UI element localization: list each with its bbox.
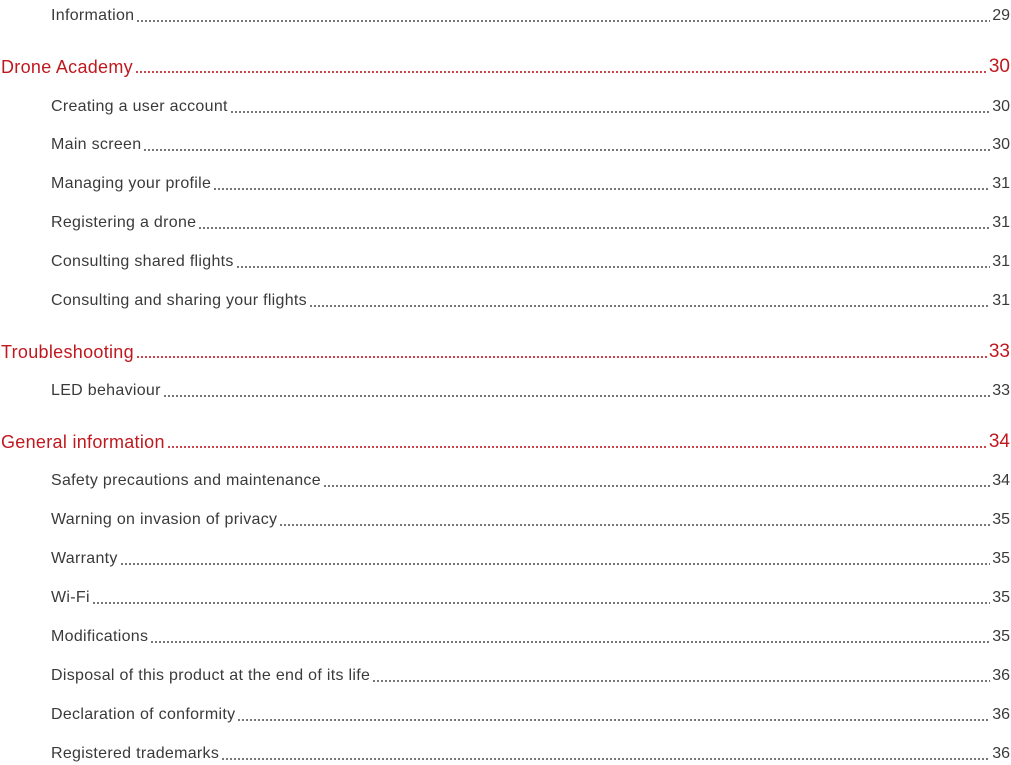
toc-entry-page: 35 bbox=[992, 628, 1010, 645]
toc-entry-label: Main screen bbox=[51, 136, 142, 153]
toc-entry-label: Consulting shared flights bbox=[51, 253, 234, 270]
toc-entry-page: 36 bbox=[992, 706, 1010, 723]
dot-leader bbox=[221, 758, 990, 760]
toc-entry-page: 30 bbox=[992, 98, 1010, 115]
dot-leader bbox=[323, 485, 990, 487]
toc-entry[interactable] bbox=[0, 623, 1011, 647]
toc-entry[interactable] bbox=[0, 377, 1011, 401]
toc-section-label: Drone Academy bbox=[1, 57, 133, 77]
toc-entry-label: LED behaviour bbox=[51, 382, 161, 399]
dot-leader bbox=[163, 395, 990, 397]
dot-leader bbox=[143, 149, 990, 151]
toc-entry-label: Warning on invasion of privacy bbox=[51, 511, 278, 528]
toc-entry-page: 35 bbox=[992, 550, 1010, 567]
toc-entry-page: 33 bbox=[992, 382, 1010, 399]
toc-entry-label: Information bbox=[51, 7, 135, 24]
toc-section-page: 30 bbox=[988, 56, 1010, 77]
toc-entry-page: 36 bbox=[992, 745, 1010, 762]
toc-entry-label: Safety precautions and maintenance bbox=[51, 472, 321, 489]
dot-leader bbox=[150, 641, 990, 643]
toc-section-entry[interactable] bbox=[0, 53, 1011, 77]
toc-entry-label: Wi-Fi bbox=[51, 589, 90, 606]
toc-section-label: Troubleshooting bbox=[1, 342, 134, 362]
toc-entry[interactable] bbox=[0, 662, 1011, 686]
dot-leader bbox=[372, 680, 990, 682]
toc-entry-page: 31 bbox=[992, 253, 1010, 270]
toc-entry-page: 31 bbox=[992, 175, 1010, 192]
dot-leader bbox=[309, 305, 990, 307]
toc-entry-label: Declaration of conformity bbox=[51, 706, 236, 723]
toc-section-page: 33 bbox=[988, 341, 1010, 362]
toc-entry-label: Disposal of this product at the end of its life bbox=[51, 667, 371, 684]
toc-entry-page: 35 bbox=[992, 589, 1010, 606]
toc-entry[interactable] bbox=[0, 2, 1011, 26]
toc-entry[interactable] bbox=[0, 740, 1011, 764]
dot-leader bbox=[279, 524, 990, 526]
toc-entry-page: 31 bbox=[992, 214, 1010, 231]
dot-leader bbox=[136, 20, 990, 22]
toc-section-page: 34 bbox=[988, 431, 1010, 452]
toc-entry-page: 29 bbox=[992, 7, 1010, 24]
toc-entry-label: Creating a user account bbox=[51, 98, 228, 115]
dot-leader bbox=[236, 266, 990, 268]
dot-leader bbox=[230, 111, 990, 113]
toc-entry[interactable] bbox=[0, 287, 1011, 311]
toc-entry-page: 35 bbox=[992, 511, 1010, 528]
toc-entry[interactable] bbox=[0, 170, 1011, 194]
toc-entry-label: Modifications bbox=[51, 628, 149, 645]
toc-section-entry[interactable] bbox=[0, 428, 1011, 452]
toc-entry[interactable] bbox=[0, 131, 1011, 155]
toc-entry-page: 34 bbox=[992, 472, 1010, 489]
toc-entry-label: Consulting and sharing your flights bbox=[51, 292, 307, 309]
dot-leader bbox=[237, 719, 990, 721]
toc-entry-page: 30 bbox=[992, 136, 1010, 153]
toc-entry[interactable] bbox=[0, 248, 1011, 272]
toc-entry[interactable] bbox=[0, 701, 1011, 725]
toc-entry[interactable] bbox=[0, 93, 1011, 117]
dot-leader bbox=[198, 227, 990, 229]
dot-leader bbox=[136, 356, 987, 358]
dot-leader bbox=[120, 563, 990, 565]
toc-entry-page: 36 bbox=[992, 667, 1010, 684]
toc-entry[interactable] bbox=[0, 506, 1011, 530]
toc-entry-label: Registered trademarks bbox=[51, 745, 220, 762]
dot-leader bbox=[135, 71, 987, 73]
toc-section-label: General information bbox=[1, 432, 165, 452]
toc-entry[interactable] bbox=[0, 545, 1011, 569]
toc-entry[interactable] bbox=[0, 467, 1011, 491]
toc-entry-label: Managing your profile bbox=[51, 175, 212, 192]
toc-entry-label: Registering a drone bbox=[51, 214, 197, 231]
toc-entry[interactable] bbox=[0, 209, 1011, 233]
dot-leader bbox=[167, 446, 987, 448]
toc-entry[interactable] bbox=[0, 584, 1011, 608]
toc-entry-label: Warranty bbox=[51, 550, 118, 567]
toc-section-entry[interactable] bbox=[0, 338, 1011, 362]
dot-leader bbox=[92, 602, 990, 604]
toc-entry-page: 31 bbox=[992, 292, 1010, 309]
dot-leader bbox=[213, 188, 990, 190]
